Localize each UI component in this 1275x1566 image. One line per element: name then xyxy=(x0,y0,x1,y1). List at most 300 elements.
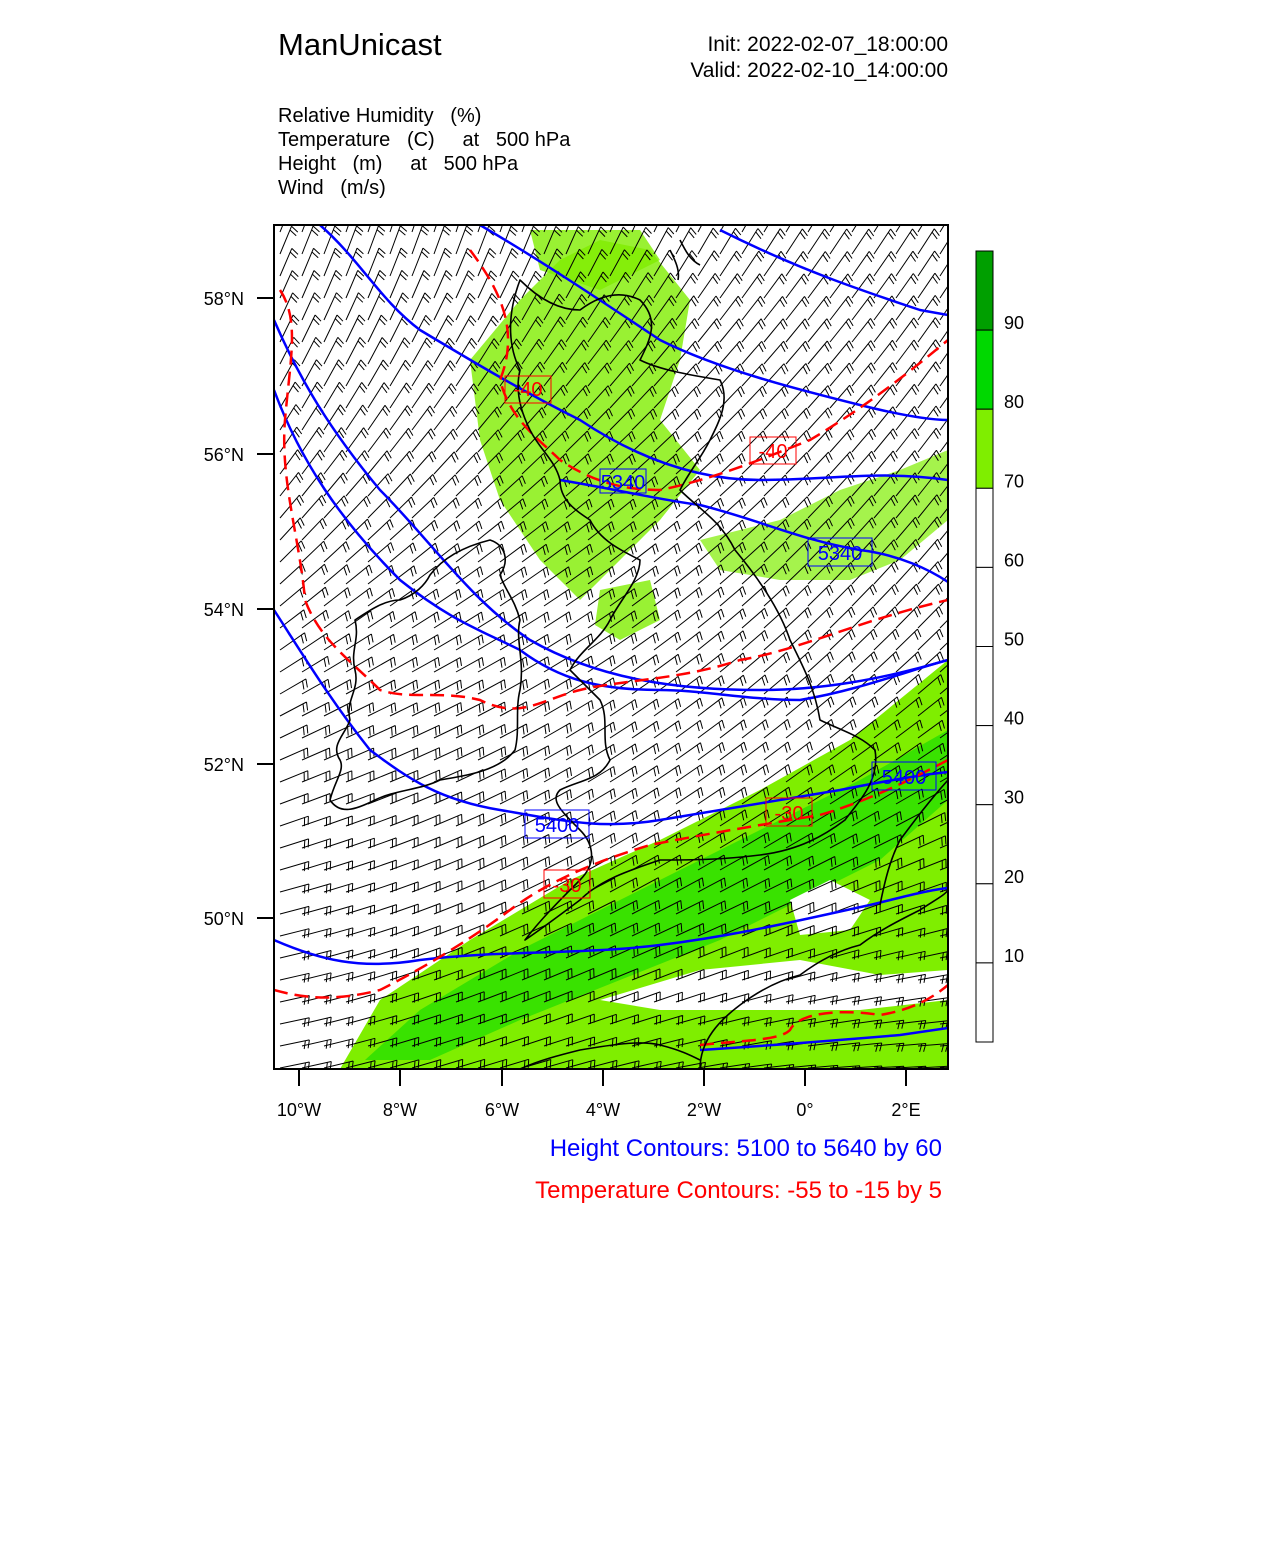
wind-barb xyxy=(280,794,308,805)
wind-barb xyxy=(368,428,391,452)
wind-barb xyxy=(544,745,572,760)
colorbar-segment xyxy=(976,251,993,330)
wind-barb xyxy=(742,206,762,232)
wind-barb xyxy=(280,1018,309,1027)
wind-barb xyxy=(720,319,743,342)
wind-barb xyxy=(346,382,367,408)
wind-barb xyxy=(742,386,766,408)
wind-barb xyxy=(522,857,550,870)
wind-barb xyxy=(280,1040,309,1049)
wind-barb xyxy=(808,452,832,474)
wind-barb xyxy=(830,697,856,716)
wind-barb xyxy=(896,251,918,276)
wind-barb xyxy=(940,539,964,562)
wind-barb xyxy=(830,296,853,320)
wind-barb xyxy=(456,407,479,430)
wind-barb xyxy=(280,656,307,672)
wind-barb xyxy=(324,519,349,540)
wind-barb xyxy=(940,629,965,650)
wind-barb xyxy=(830,229,852,254)
wind-barb xyxy=(852,429,876,452)
wind-barb xyxy=(390,474,414,496)
wind-barb xyxy=(434,725,462,738)
wind-barb xyxy=(390,360,411,386)
wind-barb xyxy=(368,204,384,232)
lon-label: 2°W xyxy=(686,1100,722,1120)
wind-barb xyxy=(390,451,414,474)
wind-barb xyxy=(346,473,370,496)
wind-barb xyxy=(786,608,811,629)
wind-barb xyxy=(764,475,789,496)
wind-barb xyxy=(478,747,506,760)
wind-barb xyxy=(412,293,431,320)
colorbar-label: 20 xyxy=(1004,866,1025,887)
wind-barb xyxy=(500,567,527,584)
wind-barb xyxy=(808,607,833,628)
wind-barb xyxy=(368,816,396,827)
wind-barb xyxy=(764,719,790,738)
wind-barb xyxy=(522,746,550,760)
wind-barb xyxy=(764,742,790,760)
wind-barb xyxy=(478,858,506,870)
wind-barb xyxy=(676,251,697,277)
temperature-contours-caption: Temperature Contours: -55 to -15 by 5 xyxy=(535,1177,942,1204)
lon-label: 4°W xyxy=(585,1100,621,1120)
wind-barb xyxy=(874,652,899,672)
wind-barb xyxy=(830,319,853,342)
wind-barb xyxy=(720,431,745,452)
wind-barb xyxy=(368,793,396,804)
wind-barb xyxy=(346,360,366,386)
wind-barb xyxy=(368,315,387,342)
wind-barb xyxy=(434,293,453,320)
wind-barb xyxy=(918,229,939,254)
wind-barb xyxy=(280,587,306,606)
wind-barb xyxy=(588,204,606,232)
wind-barb xyxy=(940,607,965,628)
colorbar-label: 50 xyxy=(1004,629,1025,650)
wind-barb xyxy=(764,341,788,364)
wind-barb xyxy=(940,295,962,320)
colorbar-segment xyxy=(976,805,993,884)
wind-barb xyxy=(478,813,506,826)
wind-barb xyxy=(456,521,482,540)
wind-barb xyxy=(324,293,342,320)
wind-barb xyxy=(390,226,407,254)
wind-barb xyxy=(720,251,742,276)
wind-barb xyxy=(456,814,484,826)
wind-barb xyxy=(830,207,851,232)
wind-barb xyxy=(302,725,330,738)
height-contours-caption: Height Contours: 5100 to 5640 by 60 xyxy=(549,1135,942,1162)
wind-barb xyxy=(280,748,308,760)
wind-barb xyxy=(434,338,455,364)
wind-barb xyxy=(610,205,628,233)
wind-barb xyxy=(302,204,319,232)
wind-barb xyxy=(478,680,506,694)
wind-barb xyxy=(720,720,746,738)
wind-barb xyxy=(808,719,834,738)
wind-barb xyxy=(654,699,681,716)
wind-barb xyxy=(918,207,939,233)
wind-barb xyxy=(390,406,412,430)
wind-barb xyxy=(412,837,440,848)
wind-barb xyxy=(390,204,406,232)
wind-barb xyxy=(500,226,517,254)
wind-barb xyxy=(302,427,324,452)
wind-barb xyxy=(478,293,498,320)
wind-barb xyxy=(874,584,898,606)
height-contour-label: 5340 xyxy=(817,543,863,565)
wind-barb xyxy=(830,341,853,364)
wind-barb xyxy=(456,204,472,232)
wind-barb xyxy=(940,562,964,584)
wind-barb xyxy=(830,363,854,386)
wind-barb xyxy=(412,680,440,694)
colorbar-segment xyxy=(976,726,993,805)
wind-barb xyxy=(808,630,833,651)
wind-barb xyxy=(786,719,812,738)
wind-barb xyxy=(764,274,787,298)
wind-barb xyxy=(324,248,342,276)
wind-barb xyxy=(434,680,462,694)
wind-barb xyxy=(940,428,963,452)
wind-barb xyxy=(676,632,702,650)
wind-barb xyxy=(412,815,440,826)
humidity-patch-england xyxy=(595,580,660,640)
wind-barb xyxy=(918,539,942,562)
wind-barb xyxy=(434,271,452,299)
wind-barb xyxy=(918,562,942,584)
wind-barb xyxy=(500,249,518,277)
valid-time: Valid: 2022-02-10_14:00:00 xyxy=(690,59,948,82)
wind-barb xyxy=(742,742,768,760)
wind-barb xyxy=(302,633,329,650)
wind-barb xyxy=(874,629,899,650)
lat-label: 58°N xyxy=(203,289,244,309)
wind-barb xyxy=(896,318,919,342)
wind-barb xyxy=(280,929,309,939)
wind-barb xyxy=(346,611,373,628)
wind-barb xyxy=(698,631,724,650)
wind-barb xyxy=(390,428,413,452)
wind-barb xyxy=(742,409,767,431)
wind-barb xyxy=(522,204,539,232)
wind-barb xyxy=(412,406,435,430)
wind-barb xyxy=(764,206,785,232)
wind-barb xyxy=(390,338,410,364)
wind-barb xyxy=(544,767,572,782)
wind-barb xyxy=(434,361,455,386)
wind-barb xyxy=(346,293,364,320)
lon-label: 2°E xyxy=(891,1100,921,1120)
wind-barb xyxy=(654,721,681,738)
wind-barb xyxy=(720,742,747,760)
wind-barb xyxy=(698,386,723,408)
wind-barb xyxy=(346,226,363,254)
wind-barb xyxy=(302,337,322,364)
wind-barb xyxy=(412,338,432,364)
wind-barb xyxy=(368,771,396,782)
wind-barb xyxy=(874,207,895,232)
wind-barb xyxy=(368,383,389,408)
wind-barb xyxy=(412,383,434,408)
wind-barb xyxy=(698,296,721,320)
wind-barb xyxy=(698,676,724,694)
wind-barb xyxy=(280,973,309,982)
wind-barb xyxy=(896,340,919,364)
wind-barb xyxy=(346,204,363,232)
coast-shetland xyxy=(670,240,700,280)
wind-barb xyxy=(390,793,418,804)
wind-barb xyxy=(324,816,352,826)
wind-barb xyxy=(368,226,385,254)
wind-barb xyxy=(786,742,812,760)
wind-barb xyxy=(368,248,385,276)
wind-barb xyxy=(390,543,416,562)
wind-barb xyxy=(918,295,940,320)
wind-barb xyxy=(368,726,396,739)
wind-barb xyxy=(918,384,941,408)
wind-barb xyxy=(852,652,877,672)
wind-barb xyxy=(456,316,476,342)
wind-barb xyxy=(940,317,962,342)
wind-barb xyxy=(346,315,365,342)
wind-barb xyxy=(566,204,583,232)
wind-barb xyxy=(852,407,876,430)
field-line-temp: Temperature (C) at 500 hPa xyxy=(278,129,571,151)
wind-barb xyxy=(280,771,308,782)
wind-barb xyxy=(720,587,746,607)
wind-barb xyxy=(654,521,680,540)
wind-barb xyxy=(698,742,725,760)
colorbar-label: 70 xyxy=(1004,471,1025,492)
wind-barb xyxy=(830,385,854,408)
lat-label: 50°N xyxy=(203,909,244,929)
colorbar-segment xyxy=(976,884,993,963)
wind-barb xyxy=(874,318,897,342)
temperature-contour-label: -30 xyxy=(774,803,804,825)
wind-barb xyxy=(390,383,412,408)
wind-barb xyxy=(522,790,550,804)
wind-barb xyxy=(896,629,921,650)
wind-barb xyxy=(676,610,702,629)
wind-barb xyxy=(852,629,877,650)
wind-barb xyxy=(412,204,428,232)
wind-barb xyxy=(654,654,681,672)
wind-barb xyxy=(852,363,875,386)
wind-barb xyxy=(346,428,368,452)
field-line-wind: Wind (m/s) xyxy=(278,177,386,199)
wind-barb xyxy=(808,430,832,452)
wind-barb xyxy=(412,361,433,387)
wind-barb xyxy=(324,565,350,584)
wind-barb xyxy=(940,362,962,387)
wind-barb xyxy=(764,319,787,342)
wind-barb xyxy=(522,724,550,738)
wind-barb xyxy=(808,207,829,233)
wind-barb xyxy=(412,452,436,475)
wind-barb xyxy=(896,584,920,606)
wind-barb xyxy=(742,720,768,738)
wind-barb xyxy=(412,226,429,254)
wind-barb xyxy=(368,611,395,628)
wind-barb xyxy=(852,341,875,364)
wind-barb xyxy=(676,205,695,232)
wind-barb xyxy=(676,409,701,430)
wind-barb xyxy=(456,293,475,320)
colorbar-label: 90 xyxy=(1004,313,1025,334)
temperature-contour-label: -40 xyxy=(513,379,543,401)
wind-barb xyxy=(808,585,833,606)
wind-barb xyxy=(522,567,549,584)
wind-barb xyxy=(434,475,459,496)
wind-barb xyxy=(434,747,462,760)
wind-barb xyxy=(412,543,438,562)
wind-barb xyxy=(786,296,809,320)
wind-barb xyxy=(654,543,680,562)
wind-barb xyxy=(434,406,457,430)
wind-barb xyxy=(368,405,390,430)
wind-barb xyxy=(302,794,330,805)
wind-barb xyxy=(324,450,347,474)
wind-barb xyxy=(478,498,504,518)
colorbar-segment xyxy=(976,409,993,488)
wind-barb xyxy=(390,248,407,276)
wind-barb xyxy=(302,293,321,320)
wind-barb xyxy=(940,251,961,276)
wind-barb xyxy=(500,746,528,760)
lon-label: 8°W xyxy=(382,1100,418,1120)
wind-barb xyxy=(786,652,812,672)
wind-barb xyxy=(896,429,919,453)
wind-barb xyxy=(742,498,767,519)
wind-barb xyxy=(368,588,395,606)
wind-barb xyxy=(918,584,942,606)
wind-barb xyxy=(786,229,808,254)
wind-barb xyxy=(786,341,810,364)
wind-barb xyxy=(346,771,374,782)
wind-barb xyxy=(302,771,330,782)
wind-barb xyxy=(302,748,330,760)
wind-barb xyxy=(456,567,483,584)
wind-barb xyxy=(918,362,940,386)
wind-barb xyxy=(434,452,458,474)
wind-barb xyxy=(434,589,461,606)
wind-barb xyxy=(786,364,810,387)
wind-barb xyxy=(786,206,807,232)
wind-barb xyxy=(720,653,746,672)
wind-barb xyxy=(940,273,962,298)
wind-barb xyxy=(280,382,301,408)
height-contour-label: 5400 xyxy=(881,767,927,789)
wind-barb xyxy=(654,588,680,606)
wind-barb xyxy=(302,226,320,254)
wind-barb xyxy=(302,248,320,276)
wind-barb xyxy=(500,857,528,870)
wind-barb xyxy=(852,318,875,342)
lon-label: 10°W xyxy=(276,1100,322,1120)
wind-barb xyxy=(676,565,702,584)
coast-ireland xyxy=(330,540,521,809)
colorbar-label: 30 xyxy=(1004,787,1025,808)
wind-barb xyxy=(830,430,854,452)
wind-barb xyxy=(500,679,528,694)
wind-barb xyxy=(280,472,303,496)
wind-barb xyxy=(434,498,459,518)
wind-barb xyxy=(390,703,418,716)
wind-barb xyxy=(456,725,484,738)
wind-barb xyxy=(346,405,368,430)
wind-barb xyxy=(654,743,681,760)
wind-barb xyxy=(610,566,637,584)
wind-barb xyxy=(874,229,896,254)
wind-barb xyxy=(808,229,830,254)
wind-barb xyxy=(852,296,875,320)
wind-barb xyxy=(478,836,506,849)
wind-barb xyxy=(368,338,388,365)
wind-barb xyxy=(698,587,724,606)
colorbar-label: 40 xyxy=(1004,708,1025,729)
height-contour-label: 5400 xyxy=(534,815,580,837)
wind-barb xyxy=(390,270,408,298)
wind-barb xyxy=(676,521,702,540)
wind-barb xyxy=(786,408,810,430)
wind-barb xyxy=(324,337,344,364)
wind-barb xyxy=(368,451,391,474)
wind-barb xyxy=(456,903,484,915)
wind-barb xyxy=(390,680,418,694)
wind-barb xyxy=(434,248,452,276)
wind-barb xyxy=(808,408,832,430)
wind-barb xyxy=(786,274,809,298)
wind-barb xyxy=(764,497,789,518)
wind-barb xyxy=(720,206,740,232)
colorbar-label: 60 xyxy=(1004,550,1025,571)
wind-barb xyxy=(742,296,765,320)
wind-barb xyxy=(302,315,321,342)
wind-barb xyxy=(324,611,351,628)
wind-barb xyxy=(280,884,309,894)
wind-barb xyxy=(302,541,327,562)
wind-barb xyxy=(346,270,364,298)
wind-barb xyxy=(676,765,703,782)
wind-barb xyxy=(742,341,766,364)
wind-barb xyxy=(874,340,897,364)
model-title: ManUnicast xyxy=(278,27,442,62)
field-line-height: Height (m) at 500 hPa xyxy=(278,153,519,175)
lat-label: 54°N xyxy=(203,600,244,620)
wind-barb xyxy=(500,835,528,848)
wind-barb xyxy=(500,791,528,804)
wind-barb xyxy=(280,541,305,562)
wind-barb xyxy=(698,364,722,386)
wind-barb xyxy=(434,521,460,540)
colorbar-label: 80 xyxy=(1004,392,1025,413)
wind-barb xyxy=(434,837,462,849)
colorbar-segment xyxy=(976,963,993,1042)
wind-barb xyxy=(764,229,785,254)
humidity-patch-scotland xyxy=(470,240,700,600)
wind-barb xyxy=(324,204,341,232)
wind-barb xyxy=(280,816,308,826)
wind-barb xyxy=(632,205,651,232)
wind-barb xyxy=(544,856,572,870)
wind-barb xyxy=(632,655,659,672)
init-time: Init: 2022-02-07_18:00:00 xyxy=(707,33,948,56)
wind-barb xyxy=(456,880,484,892)
wind-barb xyxy=(830,629,855,650)
